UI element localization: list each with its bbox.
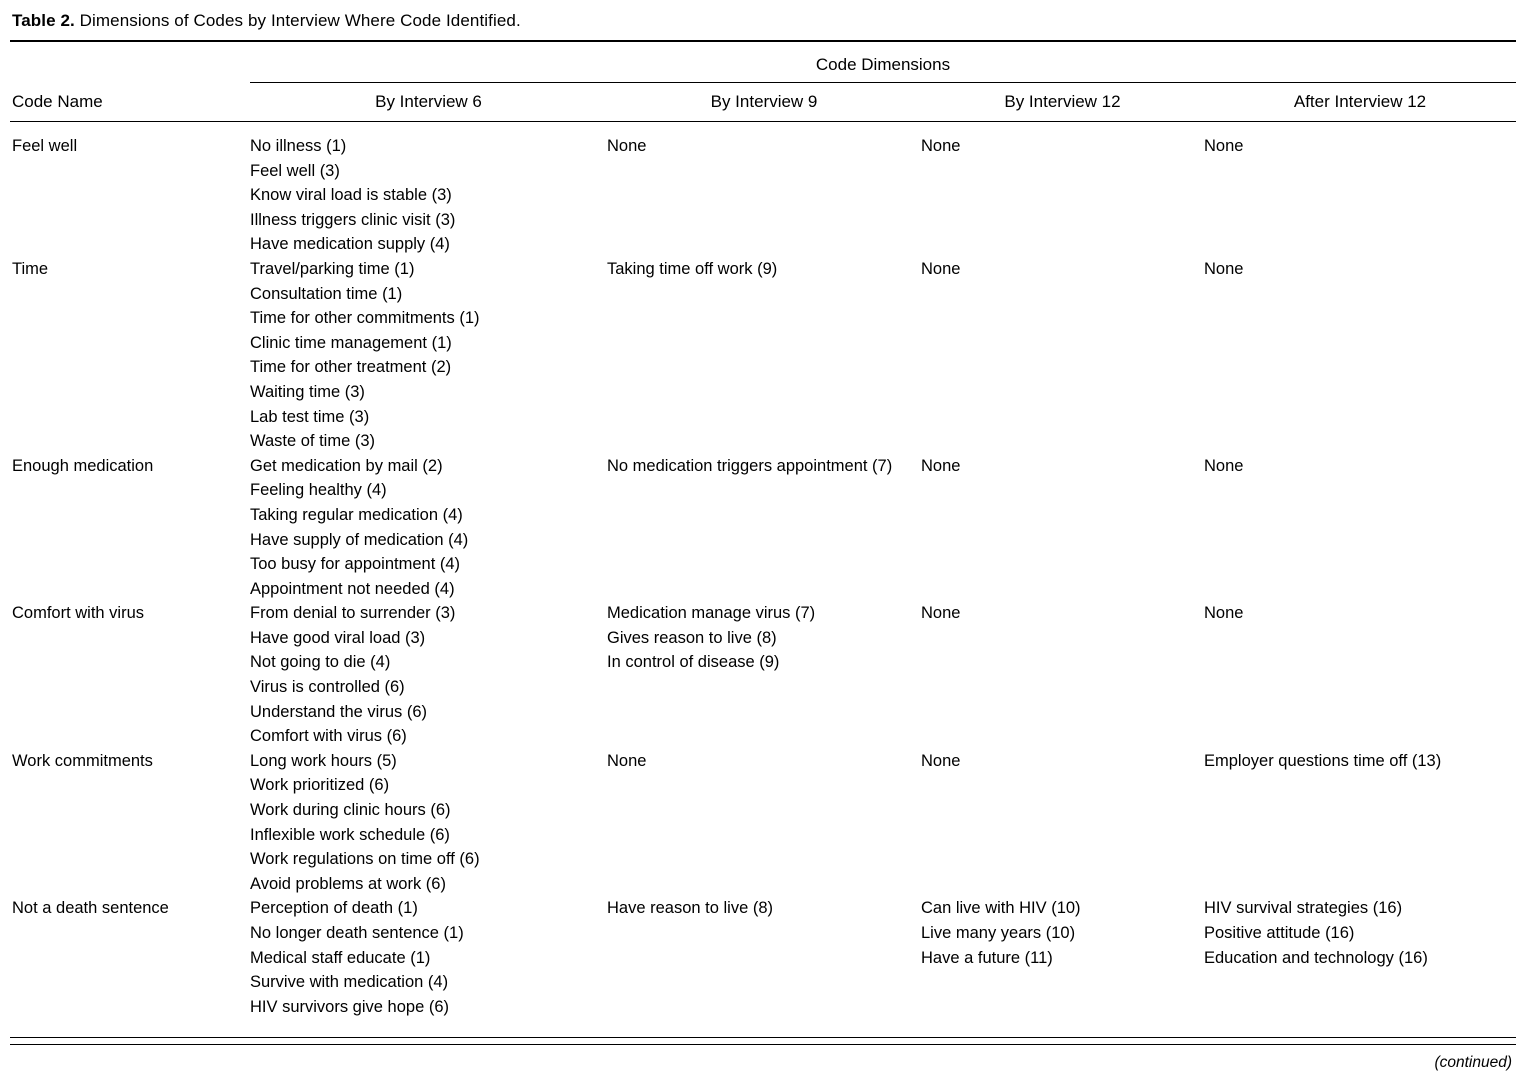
dimension-line: None [607, 137, 647, 155]
table-row [10, 454, 1516, 602]
col-header-by-interview-9: By Interview 9 [607, 83, 921, 122]
dimension-line: None [921, 604, 961, 623]
col-header-by-interview-12: By Interview 12 [921, 83, 1204, 122]
dimension-line: Illness triggers clinic visit (3) [250, 210, 456, 229]
dimension-line: None [1204, 137, 1244, 155]
col-header-by-interview-6: By Interview 6 [250, 83, 607, 122]
dimension-cell [250, 454, 607, 602]
code-name-text: Not a death sentence [12, 899, 169, 918]
dimension-line: Feel well (3) [250, 161, 340, 180]
dimension-line: Employer questions time off (13) [1204, 751, 1442, 770]
dimension-cell [250, 896, 607, 1037]
table-row [10, 749, 1516, 897]
codes-table [10, 40, 1516, 1037]
dimension-line: Inflexible work schedule (6) [250, 825, 450, 844]
dimension-line: From denial to surrender (3) [250, 604, 456, 623]
code-name-text: Feel well [12, 137, 78, 155]
dimension-line: Taking time off work (9) [607, 259, 778, 278]
dimension-cell [607, 257, 921, 454]
dimension-line: Waste of time (3) [250, 432, 375, 451]
table-caption: Dimensions of Codes by Interview Where Code Identified. [79, 11, 521, 30]
span-header-spacer [10, 41, 250, 83]
dimension-line: None [1204, 456, 1244, 475]
dimension-line: Perception of death (1) [250, 899, 418, 918]
dimension-line: Positive attitude (16) [1204, 924, 1355, 942]
table-row [10, 601, 1516, 749]
code-name-text: Work commitments [12, 751, 153, 770]
col-header-code-name: Code Name [10, 83, 250, 122]
dimension-line: Clinic time management (1) [250, 333, 452, 352]
dimension-cell [921, 896, 1204, 1037]
code-name-cell [10, 257, 250, 454]
dimension-line: Appointment not needed (4) [250, 579, 455, 598]
dimension-line: Waiting time (3) [250, 382, 365, 401]
dimension-cell [1204, 601, 1516, 749]
dimension-line: HIV survivors give hope (6) [250, 997, 449, 1016]
dimension-cell [1204, 749, 1516, 897]
dimension-cell [607, 896, 921, 1037]
dimension-line: None [921, 137, 961, 155]
dimension-line: Get medication by mail (2) [250, 456, 443, 475]
table-title [10, 4, 1516, 40]
dimension-line: None [921, 751, 961, 770]
table-row [10, 896, 1516, 1037]
dimension-cell [607, 749, 921, 897]
bottom-double-rule [10, 1037, 1516, 1045]
dimension-line: Comfort with virus (6) [250, 727, 407, 746]
dimension-line: Work during clinic hours (6) [250, 801, 451, 820]
dimension-line: None [921, 456, 961, 475]
dimension-cell [607, 454, 921, 602]
dimension-line: None [1204, 604, 1244, 623]
dimension-line: In control of disease (9) [607, 653, 780, 672]
code-name-cell [10, 749, 250, 897]
column-header-row [10, 83, 1516, 122]
code-name-text: Time [12, 259, 49, 278]
continued-note: (continued) [1434, 1054, 1512, 1072]
dimension-cell [1204, 257, 1516, 454]
code-name-text: Comfort with virus [12, 604, 145, 623]
dimension-line: Time for other treatment (2) [250, 358, 452, 377]
dimension-line: No medication triggers appointment (7) [607, 456, 893, 475]
code-name-cell [10, 454, 250, 602]
dimension-line: Understand the virus (6) [250, 702, 427, 721]
dimension-cell [921, 749, 1204, 897]
dimension-line: Time for other commitments (1) [250, 309, 480, 328]
dimension-line: Work regulations on time off (6) [250, 850, 480, 869]
table-row [10, 122, 1516, 257]
dimension-line: No illness (1) [250, 137, 347, 155]
dimension-line: Virus is controlled (6) [250, 678, 405, 697]
dimension-line: Lab test time (3) [250, 407, 370, 426]
dimension-cell [921, 257, 1204, 454]
dimension-cell [921, 601, 1204, 749]
dimension-line: HIV survival strategies (16) [1204, 899, 1403, 918]
dimension-line: Consultation time (1) [250, 284, 403, 303]
dimension-line: None [607, 751, 647, 770]
code-name-text: Enough medication [12, 456, 154, 475]
dimension-cell [250, 257, 607, 454]
dimension-line: Long work hours (5) [250, 751, 397, 770]
dimension-line: Avoid problems at work (6) [250, 874, 446, 893]
span-header-code-dimensions: Code Dimensions [250, 41, 1516, 83]
dimension-cell [1204, 122, 1516, 257]
table-number-label: Table 2. [12, 11, 75, 30]
dimension-line: Know viral load is stable (3) [250, 186, 452, 205]
dimension-line: Feeling healthy (4) [250, 481, 387, 500]
dimension-line: None [1204, 259, 1244, 278]
dimension-cell [1204, 454, 1516, 602]
code-name-cell [10, 122, 250, 257]
dimension-cell [250, 122, 607, 257]
dimension-cell [607, 122, 921, 257]
dimension-line: Not going to die (4) [250, 653, 391, 672]
table-body [10, 122, 1516, 1038]
dimension-line: Have good viral load (3) [250, 628, 426, 647]
dimension-line: Too busy for appointment (4) [250, 555, 461, 574]
dimension-line: Medical staff educate (1) [250, 948, 431, 967]
dimension-cell [250, 749, 607, 897]
dimension-line: No longer death sentence (1) [250, 924, 464, 942]
dimension-cell [607, 601, 921, 749]
dimension-cell [921, 454, 1204, 602]
dimension-line: None [921, 259, 961, 278]
code-name-cell [10, 601, 250, 749]
col-header-after-interview-12: After Interview 12 [1204, 83, 1516, 122]
dimension-line: Have supply of medication (4) [250, 530, 469, 549]
dimension-line: Have reason to live (8) [607, 899, 773, 918]
dimension-line: Survive with medication (4) [250, 973, 449, 992]
dimension-line: Gives reason to live (8) [607, 628, 777, 647]
dimension-cell [250, 601, 607, 749]
code-name-cell [10, 896, 250, 1037]
dimension-line: Can live with HIV (10) [921, 899, 1081, 918]
span-header-row [10, 41, 1516, 83]
dimension-line: Live many years (10) [921, 924, 1076, 942]
dimension-cell [921, 122, 1204, 257]
dimension-line: Medication manage virus (7) [607, 604, 816, 623]
dimension-cell [1204, 896, 1516, 1037]
dimension-line: Travel/parking time (1) [250, 259, 415, 278]
dimension-line: Work prioritized (6) [250, 776, 390, 795]
dimension-line: Taking regular medication (4) [250, 505, 463, 524]
table-row [10, 257, 1516, 454]
dimension-line: Have a future (11) [921, 948, 1053, 967]
dimension-line: Have medication supply (4) [250, 235, 450, 254]
dimension-line: Education and technology (16) [1204, 948, 1428, 967]
